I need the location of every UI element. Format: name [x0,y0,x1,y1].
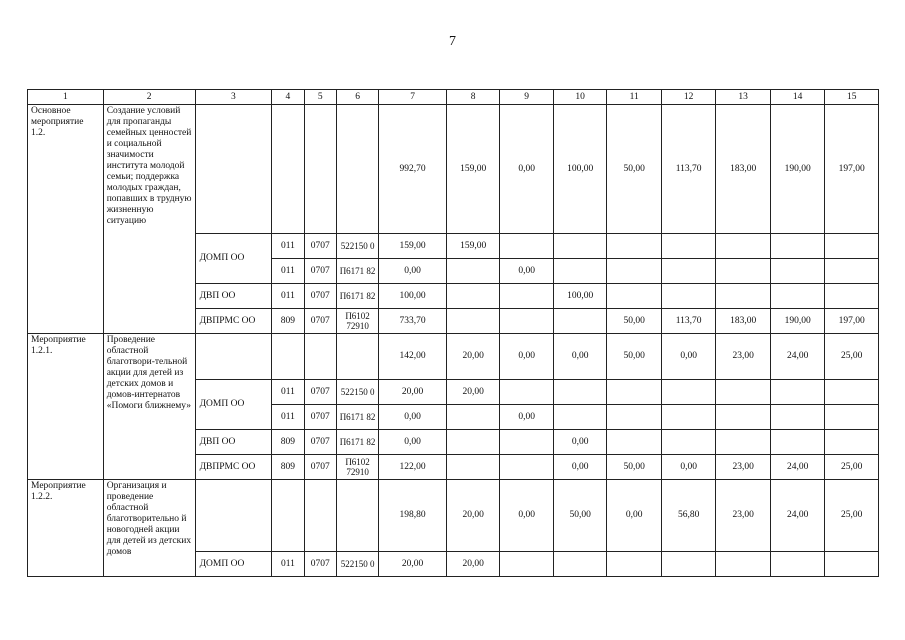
value-cell [825,284,879,309]
target-article-cell: П6171 82 [336,405,378,430]
value-cell [446,430,500,455]
value-cell: 0,00 [379,405,447,430]
activity-description: Организация и проведение областной благотворительно й новогодней акции для детей из детских домов [103,480,195,577]
empty-cell [304,105,336,234]
value-cell [607,430,662,455]
value-cell [553,234,607,259]
value-cell: 20,00 [379,380,447,405]
value-cell [446,309,500,334]
value-cell [770,405,825,430]
value-cell [825,259,879,284]
grbs-cell: 011 [272,552,304,577]
column-number-row [28,90,879,105]
empty-cell [304,480,336,552]
value-cell: 0,00 [500,480,554,552]
value-cell: 20,00 [446,380,500,405]
column-number: 1 [28,90,104,105]
table-row [28,480,879,552]
column-number: 5 [304,90,336,105]
value-cell: 198,80 [379,480,447,552]
target-article-cell: П6171 82 [336,430,378,455]
value-cell [716,430,771,455]
value-cell [716,552,771,577]
value-cell: 50,00 [607,309,662,334]
empty-cell [272,105,304,234]
column-number: 12 [661,90,716,105]
column-number: 2 [103,90,195,105]
value-cell: 24,00 [770,455,825,480]
value-cell [661,380,716,405]
agency-cell: ДВП ОО [195,284,272,309]
value-cell [716,380,771,405]
agency-cell: ДВПРМС ОО [195,455,272,480]
value-cell: 0,00 [500,259,554,284]
value-cell: 0,00 [661,334,716,380]
grbs-cell: 809 [272,309,304,334]
value-cell: 50,00 [607,334,662,380]
value-cell: 24,00 [770,334,825,380]
value-cell [770,259,825,284]
activity-label: Основное мероприятие 1.2. [28,105,104,334]
column-number: 14 [770,90,825,105]
value-cell [446,259,500,284]
value-cell: 197,00 [825,309,879,334]
table-row [28,334,879,380]
value-cell [770,430,825,455]
agency-cell: ДОМП ОО [195,380,272,430]
section-cell: 0707 [304,234,336,259]
value-cell [500,455,554,480]
value-cell: 0,00 [553,430,607,455]
value-cell: 142,00 [379,334,447,380]
agency-cell: ДВПРМС ОО [195,309,272,334]
activity-label: Мероприятие 1.2.2. [28,480,104,577]
value-cell: 20,00 [446,334,500,380]
value-cell: 100,00 [379,284,447,309]
empty-cell [195,105,272,234]
agency-cell: ДОМП ОО [195,552,272,577]
value-cell [716,234,771,259]
value-cell: 183,00 [716,105,771,234]
target-article-cell: П6171 82 [336,284,378,309]
empty-cell [272,334,304,380]
grbs-cell: 809 [272,455,304,480]
activity-label: Мероприятие 1.2.1. [28,334,104,480]
empty-cell [195,480,272,552]
table-row [28,105,879,234]
value-cell: 113,70 [661,105,716,234]
value-cell: 159,00 [446,234,500,259]
value-cell [770,380,825,405]
grbs-cell: 011 [272,234,304,259]
column-number: 7 [379,90,447,105]
section-cell: 0707 [304,380,336,405]
value-cell: 190,00 [770,105,825,234]
program-budget-table [27,89,879,577]
target-article-cell: П6102 72910 [336,309,378,334]
agency-cell: ДВП ОО [195,430,272,455]
agency-cell: ДОМП ОО [195,234,272,284]
value-cell [607,259,662,284]
value-cell: 190,00 [770,309,825,334]
value-cell [553,259,607,284]
grbs-cell: 011 [272,405,304,430]
value-cell: 23,00 [716,480,771,552]
value-cell [500,430,554,455]
value-cell: 0,00 [379,259,447,284]
target-article-cell: 522150 0 [336,234,378,259]
grbs-cell: 809 [272,430,304,455]
value-cell: 50,00 [607,105,662,234]
value-cell: 20,00 [446,480,500,552]
value-cell: 23,00 [716,455,771,480]
section-cell: 0707 [304,309,336,334]
empty-cell [336,334,378,380]
value-cell [770,234,825,259]
value-cell: 100,00 [553,105,607,234]
value-cell: 0,00 [500,405,554,430]
value-cell [825,430,879,455]
value-cell: 20,00 [446,552,500,577]
value-cell [500,234,554,259]
value-cell: 56,80 [661,480,716,552]
value-cell: 197,00 [825,105,879,234]
value-cell: 23,00 [716,334,771,380]
value-cell [553,552,607,577]
empty-cell [272,480,304,552]
value-cell: 0,00 [553,455,607,480]
value-cell: 0,00 [379,430,447,455]
value-cell: 25,00 [825,455,879,480]
column-number: 8 [446,90,500,105]
value-cell: 122,00 [379,455,447,480]
value-cell [661,284,716,309]
value-cell [607,405,662,430]
value-cell: 0,00 [661,455,716,480]
value-cell: 25,00 [825,334,879,380]
value-cell [446,284,500,309]
section-cell: 0707 [304,284,336,309]
value-cell [607,552,662,577]
value-cell [716,405,771,430]
grbs-cell: 011 [272,284,304,309]
value-cell [500,309,554,334]
column-number: 11 [607,90,662,105]
activity-description: Проведение областной благотвори-тельной акции для детей из детских домов и домов-интернатов «Помоги ближнему» [103,334,195,480]
target-article-cell: 522150 0 [336,380,378,405]
value-cell: 0,00 [500,334,554,380]
value-cell: 20,00 [379,552,447,577]
value-cell [553,405,607,430]
value-cell [446,455,500,480]
grbs-cell: 011 [272,259,304,284]
column-number: 4 [272,90,304,105]
value-cell [446,405,500,430]
section-cell: 0707 [304,455,336,480]
section-cell: 0707 [304,552,336,577]
value-cell: 50,00 [607,455,662,480]
value-cell [553,380,607,405]
column-number: 9 [500,90,554,105]
page-number: 7 [449,34,456,49]
column-number: 3 [195,90,272,105]
value-cell [825,234,879,259]
target-article-cell: 522150 0 [336,552,378,577]
value-cell: 183,00 [716,309,771,334]
value-cell [607,380,662,405]
grbs-cell: 011 [272,380,304,405]
value-cell: 159,00 [446,105,500,234]
value-cell [607,284,662,309]
value-cell [661,234,716,259]
value-cell [661,430,716,455]
value-cell: 100,00 [553,284,607,309]
section-cell: 0707 [304,430,336,455]
value-cell: 24,00 [770,480,825,552]
target-article-cell: П6102 72910 [336,455,378,480]
value-cell: 113,70 [661,309,716,334]
column-number: 10 [553,90,607,105]
value-cell [553,309,607,334]
value-cell: 159,00 [379,234,447,259]
value-cell [716,259,771,284]
value-cell: 0,00 [607,480,662,552]
value-cell: 0,00 [553,334,607,380]
value-cell [825,552,879,577]
value-cell: 50,00 [553,480,607,552]
target-article-cell: П6171 82 [336,259,378,284]
section-cell: 0707 [304,259,336,284]
value-cell [661,552,716,577]
value-cell: 0,00 [500,105,554,234]
value-cell: 733,70 [379,309,447,334]
value-cell: 992,70 [379,105,447,234]
value-cell [661,405,716,430]
activity-description: Создание условий для пропаганды семейных ценностей и социальной значимости института молодой семьи; поддержка молодых граждан, попавших в трудную жизненную ситуацию [103,105,195,334]
section-cell: 0707 [304,405,336,430]
empty-cell [336,480,378,552]
empty-cell [304,334,336,380]
value-cell [500,380,554,405]
value-cell [716,284,771,309]
value-cell [770,552,825,577]
value-cell [661,259,716,284]
empty-cell [336,105,378,234]
column-number: 15 [825,90,879,105]
value-cell [500,552,554,577]
value-cell [825,405,879,430]
value-cell [770,284,825,309]
value-cell: 25,00 [825,480,879,552]
value-cell [500,284,554,309]
column-number: 6 [336,90,378,105]
value-cell [825,380,879,405]
value-cell [607,234,662,259]
column-number: 13 [716,90,771,105]
empty-cell [195,334,272,380]
